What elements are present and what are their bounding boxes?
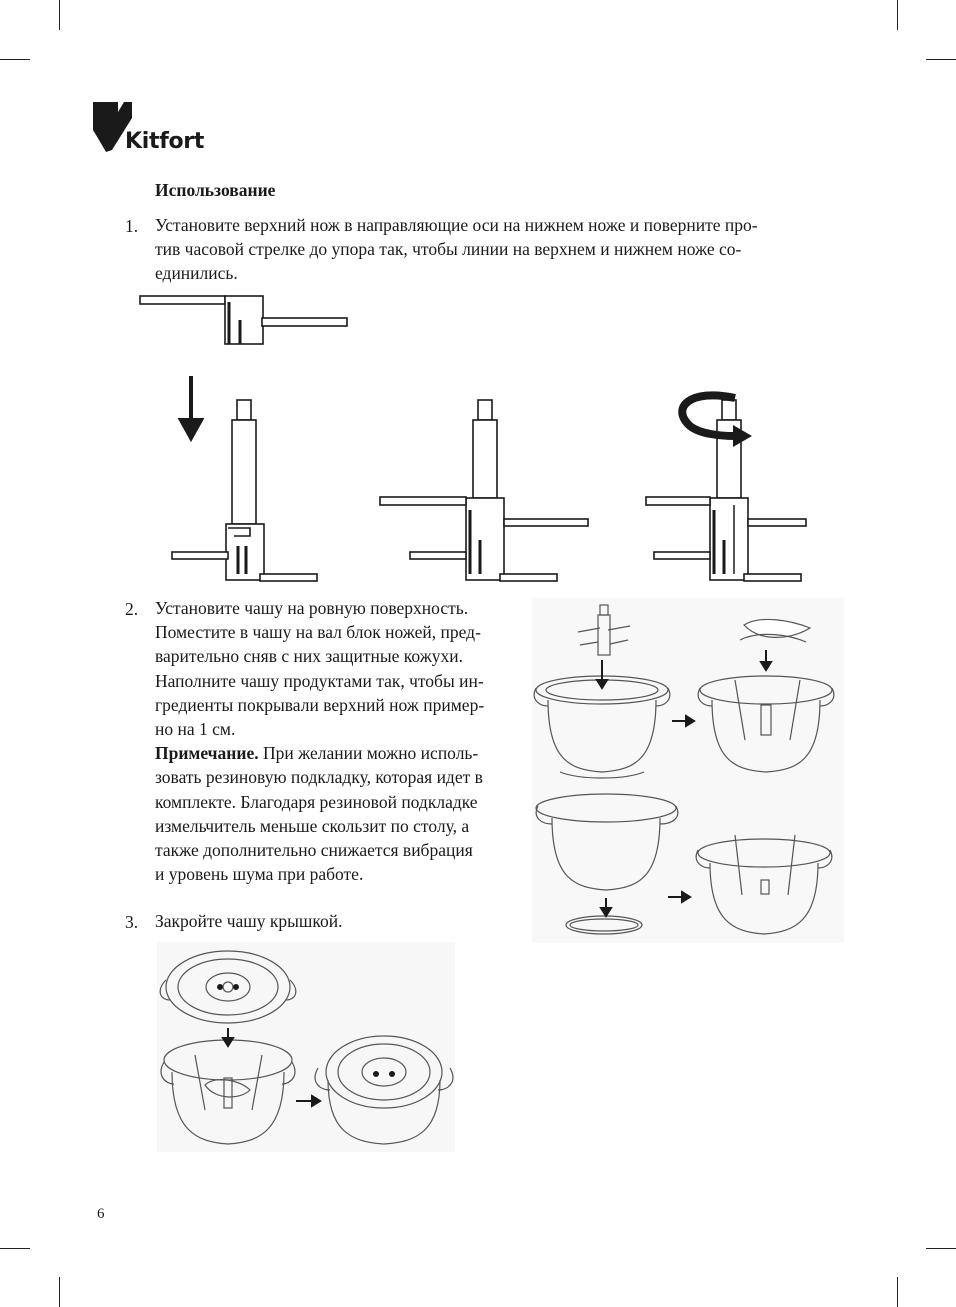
step-1-line: единились. [155, 263, 238, 284]
crop-mark [59, 1277, 60, 1307]
step-2-line: Установите чашу на ровную поверхность. [155, 598, 469, 618]
bowl-setup-diagram [532, 598, 844, 943]
step-2-note-line: и уровень шума при работе. [155, 864, 364, 885]
step-2-note-line: комплекте. Благодаря резиновой подкладке [155, 791, 478, 812]
page-number: 6 [97, 1206, 105, 1222]
step-2-line: гредиенты покрывали верхний нож пример- [155, 694, 485, 715]
step-2-text [155, 596, 484, 886]
step-1-number: 1. [125, 216, 139, 236]
step-1-text [155, 213, 758, 286]
step-2-line: варительно сняв с них защитные кожухи. [155, 646, 464, 667]
crop-mark [897, 0, 898, 30]
step-3-text [155, 909, 342, 933]
crop-mark [926, 1248, 956, 1249]
lid-closing-diagram [157, 942, 455, 1152]
crop-mark [0, 59, 30, 60]
note-label: Примечание. [155, 743, 259, 764]
crop-mark [926, 59, 956, 60]
crop-mark [897, 1277, 898, 1307]
step-2-line: Поместите в чашу на вал блок ножей, пред- [155, 622, 481, 643]
crop-mark [0, 1248, 30, 1249]
crop-mark [59, 0, 60, 30]
step-2-line: Наполните чашу продуктами так, чтобы ин- [155, 670, 484, 691]
step-3-line: Закройте чашу крышкой. [155, 911, 343, 931]
step-1-line: Установите верхний нож в направляющие оси на нижнем ноже и поверните про- [155, 215, 758, 235]
step-2-number: 2. [125, 599, 139, 619]
step-2-note-line: измельчитель меньше скользит по столу, а [155, 815, 470, 836]
step-2-note [155, 741, 484, 765]
step-2-line: но на 1 см. [155, 719, 236, 740]
brand-name: Kitfort [125, 129, 205, 154]
step-1-line: тив часовой стрелке до упора так, чтобы линии на верхнем и нижнем ноже со- [155, 239, 742, 260]
note-text: При желании можно исполь- [258, 743, 479, 764]
step-2-note-line: зовать резиновую подкладку, которая идет в [155, 767, 483, 788]
step-3-number: 3. [125, 912, 139, 932]
section-title: Использование [155, 180, 276, 200]
step-2-note-line: также дополнительно снижается вибрация [155, 840, 473, 861]
